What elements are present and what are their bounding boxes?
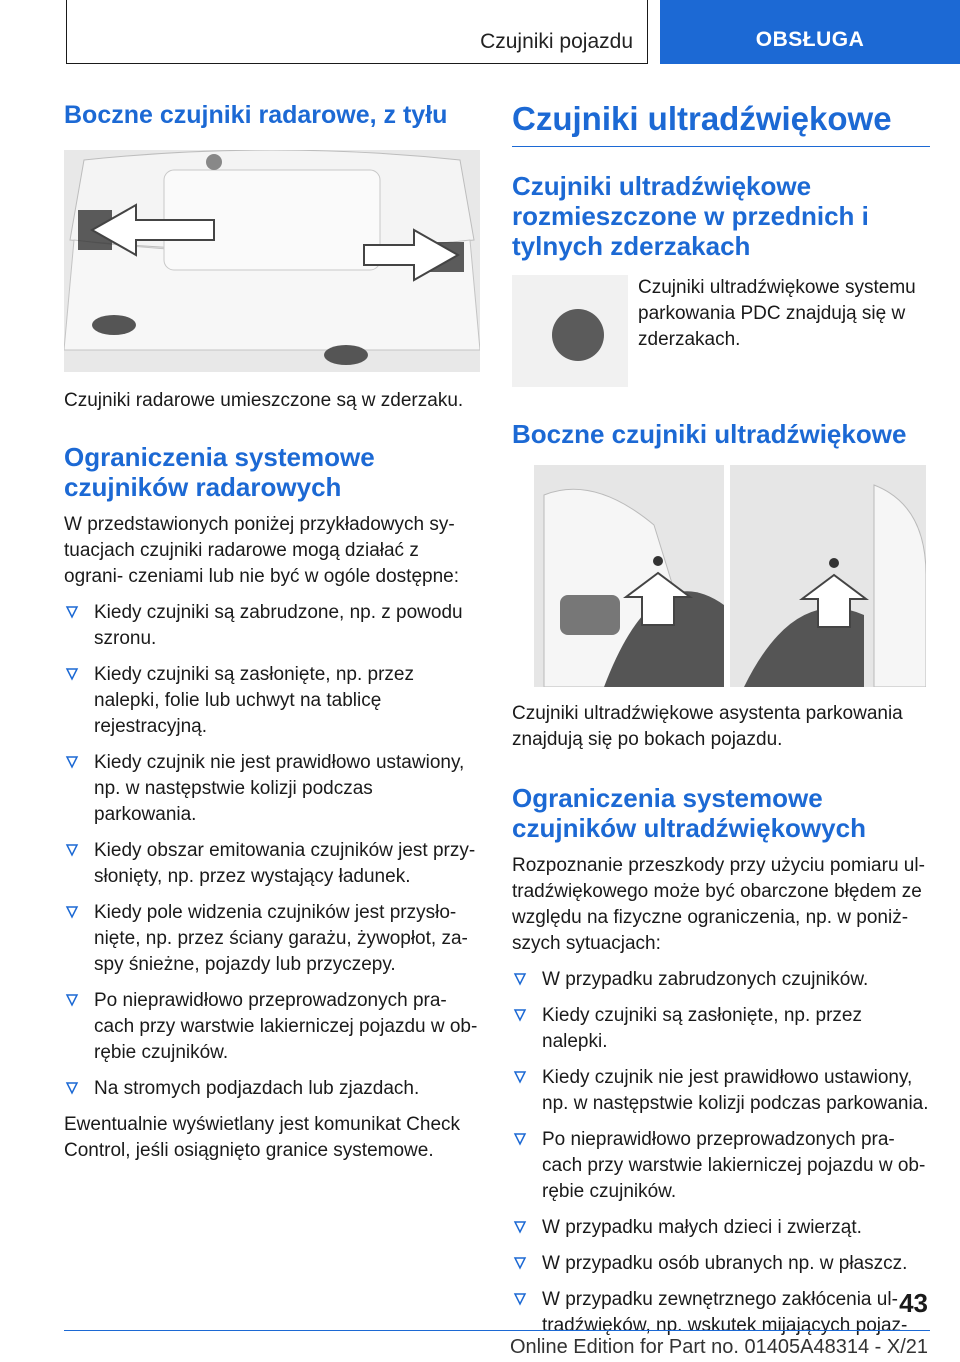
triangle-bullet-icon	[512, 1292, 528, 1308]
triangle-bullet-icon	[512, 1220, 528, 1236]
list-item: W przypadku zewnętrznego zakłócenia ul- tradźwięków, np. wskutek mijających pojaz-	[512, 1287, 930, 1339]
header-tab-label: OBSŁUGA	[755, 28, 865, 51]
right-limits-list	[512, 967, 930, 1339]
footer-edition: Online Edition for Part no. 01405A48314 - X/21	[509, 1336, 928, 1358]
footer-rule	[64, 1330, 930, 1331]
left-limits-intro: W przedstawionych poniżej przykładowych sy- tuacjach czujniki radarowe mogą działać z ograni- czeniami lub nie być w ogóle dostępne:	[64, 514, 460, 587]
header-box	[66, 0, 648, 64]
right-limits-title: Ograniczenia systemowe czujników ultradźwiękowych	[512, 783, 866, 843]
rear-car-illustration	[64, 150, 480, 372]
right-column	[512, 100, 930, 1349]
list-item: W przypadku osób ubranych np. w płaszcz.	[512, 1251, 930, 1277]
sub2-caption: Czujniki ultradźwiękowe asystenta parkowania znajdują się po bokach pojazdu.	[512, 703, 903, 750]
rear-car-image	[64, 150, 480, 372]
side-sensor-image	[534, 465, 926, 687]
side-sensor-illustration	[534, 465, 926, 687]
list-item: Kiedy czujniki są zasłonięte, np. przez nalepki, folie lub uchwyt na tablicę rejestracyjną.	[64, 662, 480, 740]
pdc-sensor-image	[512, 275, 628, 387]
list-item: Kiedy obszar emitowania czujników jest przy- słonięty, np. przez wystający ładunek.	[64, 838, 480, 890]
triangle-bullet-icon	[64, 755, 80, 771]
page-number: 43	[899, 1288, 928, 1318]
right-main-title: Czujniki ultradźwiękowe	[512, 100, 892, 137]
list-item: W przypadku małych dzieci i zwierząt.	[512, 1215, 930, 1241]
triangle-bullet-icon	[64, 667, 80, 683]
right-limits-intro: Rozpoznanie przeszkody przy użyciu pomiaru ul- tradźwiękowego może być obarczone błędem ze względu na fizyczne ograniczenia, np. w poniż- szych sytuacjach:	[512, 855, 925, 954]
left-limits-list	[64, 600, 480, 1102]
triangle-bullet-icon	[64, 1081, 80, 1097]
rear-caption: Czujniki radarowe umieszczone są w zderzaku.	[64, 390, 464, 411]
list-item: Na stromych podjazdach lub zjazdach.	[64, 1076, 480, 1102]
list-item: Kiedy pole widzenia czujników jest przysło- nięte, np. przez ściany garażu, żywopłot, za- spy śnieżne, pojazdy lub przyczepy.	[64, 900, 480, 978]
triangle-bullet-icon	[512, 1132, 528, 1148]
list-item: Kiedy czujnik nie jest prawidłowo ustawiony, np. w następstwie kolizji podczas parkowania.	[512, 1065, 930, 1117]
triangle-bullet-icon	[64, 993, 80, 1009]
sub1-text: Czujniki ultradźwiękowe systemu parkowania PDC znajdują się w zderzakach.	[638, 277, 916, 350]
triangle-bullet-icon	[64, 843, 80, 859]
pdc-sensor-illustration	[512, 275, 628, 387]
header-tab	[660, 0, 960, 64]
sub1-row	[512, 275, 930, 387]
triangle-bullet-icon	[64, 605, 80, 621]
triangle-bullet-icon	[512, 1070, 528, 1086]
triangle-bullet-icon	[64, 905, 80, 921]
sub2-title: Boczne czujniki ultradźwiękowe	[512, 419, 907, 449]
list-item: Po nieprawidłowo przeprowadzonych pra- cach przy warstwie lakierniczej pojazdu w ob- rębie czujników.	[512, 1127, 930, 1205]
list-item: Po nieprawidłowo przeprowadzonych pra- cach przy warstwie lakierniczej pojazdu w ob- rębie czujników.	[64, 988, 480, 1066]
left-column	[64, 100, 480, 1164]
list-item: W przypadku zabrudzonych czujników.	[512, 967, 930, 993]
left-outro: Ewentualnie wyświetlany jest komunikat Check Control, jeśli osiągnięto granice systemowe.	[64, 1114, 461, 1161]
left-limits-title: Ograniczenia systemowe czujników radarowych	[64, 442, 375, 502]
triangle-bullet-icon	[512, 972, 528, 988]
list-item: Kiedy czujniki są zasłonięte, np. przez nalepki.	[512, 1003, 930, 1055]
sub1-title: Czujniki ultradźwiękowe rozmieszczone w przednich i tylnych zderzakach	[512, 171, 869, 261]
list-item: Kiedy czujniki są zabrudzone, np. z powodu szronu.	[64, 600, 480, 652]
triangle-bullet-icon	[512, 1256, 528, 1272]
left-title: Boczne czujniki radarowe, z tyłu	[64, 101, 448, 129]
title-rule	[512, 146, 930, 147]
triangle-bullet-icon	[512, 1008, 528, 1024]
list-item: Kiedy czujnik nie jest prawidłowo ustawiony, np. w następstwie kolizji podczas parkowania.	[64, 750, 480, 828]
header-section-title: Czujniki pojazdu	[480, 30, 633, 53]
